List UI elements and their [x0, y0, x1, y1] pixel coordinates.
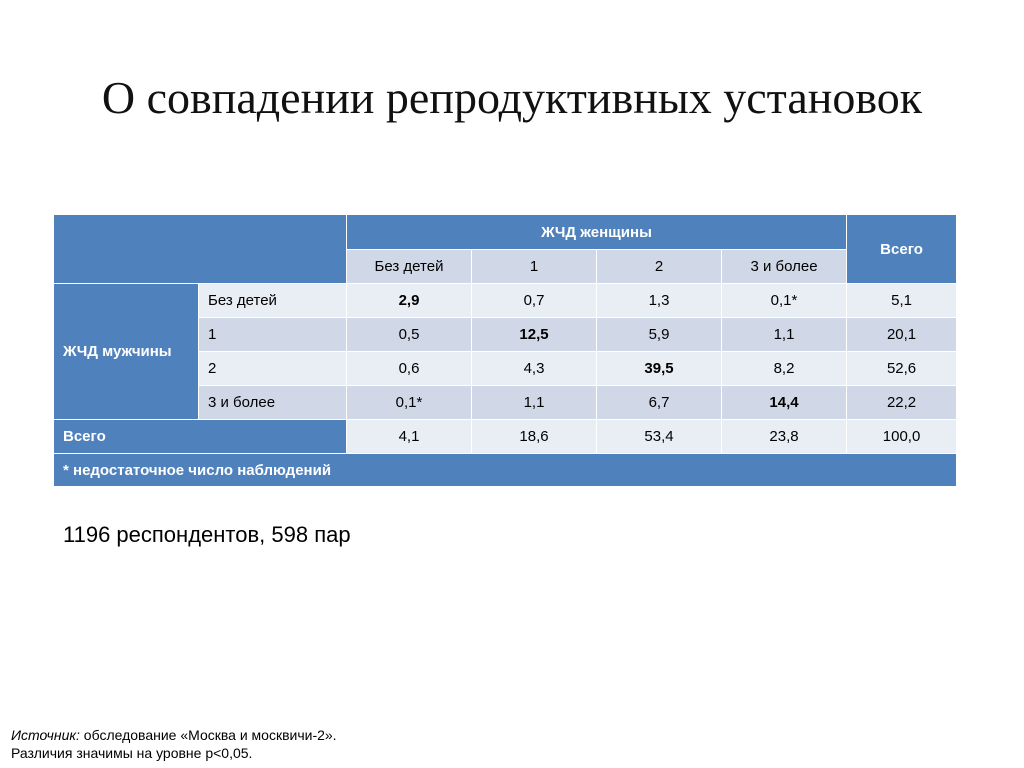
total-header: Всего: [847, 215, 957, 284]
grand-total: 100,0: [847, 420, 957, 454]
total-row-label: Всего: [54, 420, 347, 454]
table-cell: 2,9: [347, 284, 472, 318]
data-table: [53, 214, 957, 487]
table-cell: 0,6: [347, 352, 472, 386]
table-cell: 1,1: [722, 318, 847, 352]
row-label: 3 и более: [199, 386, 347, 420]
table-cell: 0,1*: [347, 386, 472, 420]
table-cell: 53,4: [597, 420, 722, 454]
men-label: ЖЧД мужчины: [54, 284, 199, 420]
column-header: 3 и более: [722, 250, 847, 284]
table-cell: 8,2: [722, 352, 847, 386]
table-cell: 1,1: [472, 386, 597, 420]
table-cell: 0,5: [347, 318, 472, 352]
row-total: 20,1: [847, 318, 957, 352]
row-total: 52,6: [847, 352, 957, 386]
table-cell: 39,5: [597, 352, 722, 386]
row-total: 22,2: [847, 386, 957, 420]
significance-note: Различия значимы на уровне p<0,05.: [11, 745, 253, 761]
column-header: 1: [472, 250, 597, 284]
table-cell: 23,8: [722, 420, 847, 454]
slide-title: О совпадении репродуктивных установок: [101, 72, 923, 123]
table-cell: 4,1: [347, 420, 472, 454]
source-note: [11, 726, 337, 762]
footnote: * недостаточное число наблюдений: [54, 454, 957, 487]
row-label: 2: [199, 352, 347, 386]
total-row: [54, 420, 957, 454]
column-header: 2: [597, 250, 722, 284]
row-total: 5,1: [847, 284, 957, 318]
table-cell: 0,1*: [722, 284, 847, 318]
table-cell: 12,5: [472, 318, 597, 352]
source-text: обследование «Москва и москвичи-2».: [79, 727, 337, 743]
corner-cell: [54, 215, 347, 284]
table-cell: 1,3: [597, 284, 722, 318]
column-header: Без детей: [347, 250, 472, 284]
table-cell: 14,4: [722, 386, 847, 420]
women-header: ЖЧД женщины: [347, 215, 847, 250]
table-cell: 5,9: [597, 318, 722, 352]
respondents-count: 1196 респондентов, 598 пар: [63, 522, 351, 547]
table-row: [54, 284, 957, 318]
table-cell: 4,3: [472, 352, 597, 386]
table-cell: 6,7: [597, 386, 722, 420]
row-label: 1: [199, 318, 347, 352]
row-label: Без детей: [199, 284, 347, 318]
source-label: Источник:: [11, 727, 80, 743]
table-cell: 18,6: [472, 420, 597, 454]
table-cell: 0,7: [472, 284, 597, 318]
